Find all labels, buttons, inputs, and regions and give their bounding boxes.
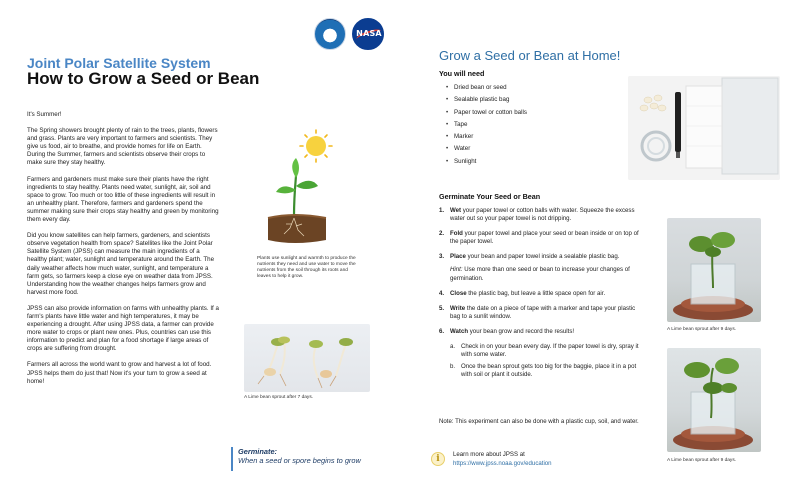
step-number: 5. (439, 304, 445, 312)
list-item: • Sunlight (446, 156, 527, 168)
learn-more-text (453, 450, 552, 468)
nasa-logo-text: NASA (356, 29, 382, 38)
definition-callout (231, 447, 391, 471)
paragraph: Did you know satellites can help farmers, gardeners, and scientists observe vegetation health from space? Satellites like the Joint Polar Satellite System (JPSS) can measure the main ingredients of a healthy plant; water, sunlight and temperature around the Earth. The daily weather affects how much water, sunlight, and temperature a farm gets, so farmers keep a close eye on weather data from JPSS. Understanding how the weather changes helps farmers grow and harvest more food. (27, 232, 215, 296)
steps-heading: Germinate Your Seed or Bean (439, 192, 541, 201)
logo-bar (314, 18, 384, 52)
supplies-heading: You will need (439, 69, 485, 78)
sub-step-item (450, 343, 645, 359)
list-item: • Sealable plastic bag (446, 94, 527, 106)
lime-bean-photo-2 (667, 348, 761, 452)
step-text (450, 305, 645, 321)
step-verb: Place (450, 253, 466, 261)
list-item: • Water (446, 143, 527, 155)
paragraph: It's Summer! (27, 111, 62, 118)
step-verb: Close (450, 289, 467, 297)
page-title: How to Grow a Seed or Bean (27, 69, 260, 88)
sub-step-letter: a. (450, 343, 456, 351)
paragraph: JPSS can also provide information on farms with unhealthy plants. If a farm's plants have little water and high temperatures, it may be experiencing a drought. After using JPSS data, a farmer can provide more water to crops or plant new ones. Plus, countries can use this information to predict and plan for a food shortage if large areas of crops are suffering from drought. (27, 304, 219, 353)
hint-label: Hint: (450, 266, 463, 274)
step-verb: Write (450, 304, 466, 312)
noaa-logo (314, 18, 346, 50)
info-icon: i (431, 452, 445, 466)
definition-text: When a seed or spore begins to grow (238, 456, 361, 465)
step-number: 2. (439, 230, 445, 238)
hint-body: Use more than one seed or bean to increase your changes of germination. (450, 266, 630, 282)
plant-sun-illustration (262, 128, 352, 250)
list-item: • Dried bean or seed (446, 82, 527, 94)
sub-step-text: Check in on your bean every day. If the paper towel is dry, spray it with some water. (461, 343, 639, 359)
step-rest: your paper towel and place your seed or bean inside or on top of the paper towel. (450, 230, 639, 246)
step-rest: your bean and paper towel inside a sealable plastic bag. (465, 253, 620, 261)
step-rest: the date on a piece of tape with a marker and tape your plastic bag to a sunlit window. (450, 304, 636, 320)
paragraph: Farmers all across the world want to grow and harvest a lot of food. JPSS helps them do just that! Now it's your turn to grow a seed at home! (27, 361, 212, 385)
learn-more (431, 449, 631, 473)
sprout-photo (244, 324, 370, 392)
paragraph: The Spring showers brought plenty of rain to the trees, plants, flowers and grass. Plants are very important to farmers and scientists. They give us food, air to breathe, and provide homes for life on Earth. During the Summer, farmers and scientists observe their crops to make sure they stay healthy. (27, 127, 218, 167)
sub-step-item (450, 363, 645, 379)
step-item (439, 328, 645, 336)
step-verb: Wet (450, 207, 462, 214)
soil-icon (268, 215, 326, 243)
paragraph: Farmers and gardeners must make sure their plants have the right ingredients to stay healthy. Plants need water, sunlight, air, soil and space to grow. Too much or too little of these ingredients will result in an unhealthy plant. Therefore, farmers and gardeners spend the summer making sure their crops stay healthy and green by monitoring them every day. (27, 175, 219, 224)
step-number: 3. (439, 253, 445, 261)
list-item: • Marker (446, 131, 527, 143)
definition-term: Germinate: (238, 447, 278, 456)
step-text (450, 207, 645, 223)
step-number: 6. (439, 327, 445, 335)
step-item (439, 290, 645, 298)
list-item: • Paper towel or cotton balls (446, 107, 527, 119)
nasa-logo (352, 18, 384, 50)
step-text (450, 253, 619, 261)
learn-more-link[interactable]: https://www.jpss.noaa.gov/education (453, 460, 552, 467)
bean-sprout-image (244, 324, 370, 392)
lime-photo-caption-2: A Lime bean sprout after 9 days. (667, 458, 737, 463)
supplies-list (446, 82, 527, 168)
hint-text (450, 266, 645, 282)
step-item (439, 230, 645, 246)
step-item (439, 207, 645, 223)
steps-list (439, 207, 645, 383)
lime-bean-photo-1 (667, 218, 761, 322)
step-text (450, 328, 574, 336)
step-item (439, 253, 645, 261)
step-number: 1. (439, 207, 445, 214)
plant-caption: Plants use sunlight and warmth to produce the nutrients they need and use water to move the nutrients from the soil through its roots and leaves to help it grow. (257, 256, 356, 279)
program-subtitle: Joint Polar Satellite System (27, 55, 211, 71)
activity-title: Grow a Seed or Bean at Home! (439, 48, 621, 63)
step-number: 4. (439, 289, 445, 297)
step-verb: Fold (450, 230, 463, 238)
list-item: • Tape (446, 119, 527, 131)
intro-text (27, 111, 219, 394)
supplies-photo (628, 76, 780, 180)
step-verb: Watch (450, 327, 469, 335)
note-text: Note: This experiment can also be done with a plastic cup, soil, and water. (439, 418, 639, 425)
supplies-image (628, 76, 780, 180)
step-item (439, 305, 645, 321)
sub-step-text: Once the bean sprout gets too big for the baggie, place it in a pot with soil or plant it outside. (461, 363, 637, 379)
sprout-photo-caption: A Lime bean sprout after 7 days. (244, 395, 314, 400)
sub-step-letter: b. (450, 363, 456, 371)
plant-icon (276, 158, 318, 216)
lime-photo-caption-1: A Lime bean sprout after 9 days. (667, 327, 737, 332)
step-rest: your paper towel or cotton balls with water. Squeeze the excess water out so your paper towel is not dripping. (450, 207, 635, 223)
step-text (450, 290, 605, 298)
step-rest: the plastic bag, but leave a little space open for air. (466, 289, 606, 297)
sun-icon (300, 130, 332, 162)
lime-bean-pot-image (667, 218, 761, 322)
step-text (450, 230, 645, 246)
learn-more-label: Learn more about JPSS at (453, 451, 525, 458)
step-rest: your bean grow and record the results! (468, 327, 575, 335)
lime-bean-pot-image (667, 348, 761, 452)
